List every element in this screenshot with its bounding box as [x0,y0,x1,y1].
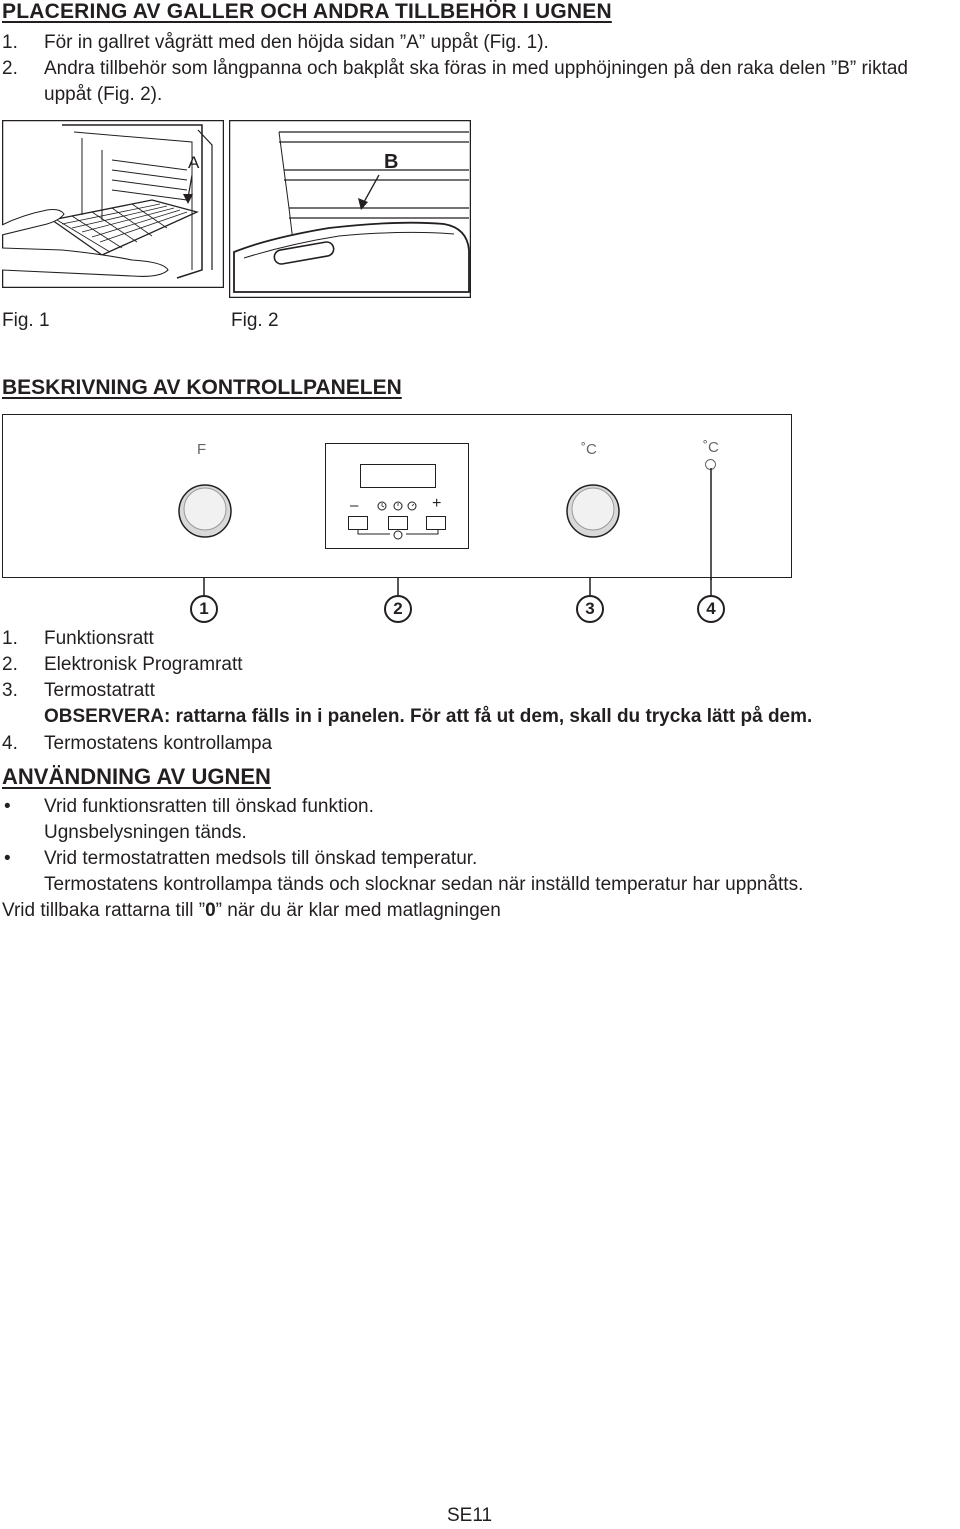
thermostat-knob [565,483,621,539]
figure-1-oven-rack-illustration [2,120,224,288]
section-title-placement: PLACERING AV GALLER OCH ANDRA TILLBEHÖR I UGNEN [2,0,612,23]
timer-icons [376,500,422,512]
figure-2-oven-tray-illustration [229,120,471,298]
list-item [2,56,908,82]
list-text: Andra tillbehör som långpanna och bakplåt ska föras in med upphöjningen på den raka delen ”B” riktad [44,58,908,79]
list-text: Elektronisk Programratt [44,654,243,675]
bullet-continuation: Termostatens kontrollampa tänds och slocknar sedan när inställd temperatur har uppnåtts. [44,874,804,895]
bullet-symbol: • [4,796,11,817]
list-text: Termostatens kontrollampa [44,733,273,754]
note-text: OBSERVERA: rattarna fälls in i panelen. För att få ut dem, skall du trycka lätt på dem. [44,706,813,727]
callout-2: 2 [384,595,412,623]
figure-2-label-b: B [384,151,399,173]
electronic-programmer [325,443,469,549]
list-number: 4. [2,733,18,754]
list-item [2,731,272,757]
bullet-text: Vrid funktionsratten till önskad funktion. [44,796,374,817]
bullet-item [2,846,477,872]
section-title-control-panel: BESKRIVNING AV KONTROLLPANELEN [2,376,402,399]
bullet-item [2,794,374,820]
bullet-symbol: • [4,848,11,869]
figure-1-label-a: A [188,153,200,172]
list-number: 2. [2,58,18,79]
callout-1: 1 [190,595,218,623]
callout-4: 4 [697,595,725,623]
figure-1-caption: Fig. 1 [2,310,50,331]
page-number: SE11 [447,1505,493,1526]
list-item [2,626,154,652]
minus-symbol: – [350,497,359,514]
list-item [2,678,155,704]
lamp-leader-line [708,468,714,580]
list-number: 1. [2,32,18,53]
callout-3: 3 [576,595,604,623]
thermostat-knob-label: ˚C [581,441,597,458]
list-text-continuation: uppåt (Fig. 2). [44,84,163,105]
function-knob [177,483,233,539]
mode-button [388,516,408,530]
function-knob-label: F [197,441,207,458]
bullet-text: Vrid termostatratten medsols till önskad temperatur. [44,848,478,869]
minus-button [348,516,368,530]
list-number: 2. [2,654,18,675]
bracket-clock-icon [356,530,440,542]
final-text-after: ” när du är klar med matlagningen [215,900,501,921]
final-instruction [2,898,501,924]
list-number: 3. [2,680,18,701]
programmer-display [360,464,436,488]
callout-leader-lines [0,578,960,598]
section-title-usage: ANVÄNDNING AV UGNEN [2,764,271,789]
list-item [2,30,549,56]
figure-2-caption: Fig. 2 [231,310,279,331]
plus-button [426,516,446,530]
final-text-zero: 0 [205,900,216,921]
list-item [2,652,243,678]
list-text: Termostatratt [44,680,155,701]
control-panel-illustration [2,414,792,578]
list-text: Funktionsratt [44,628,154,649]
plus-symbol: + [432,495,442,512]
list-text: För in gallret vågrätt med den höjda sidan ”A” uppåt (Fig. 1). [44,32,549,53]
thermostat-lamp-label: ˚C [703,439,719,456]
final-text-before: Vrid tillbaka rattarna till ” [2,900,206,921]
bullet-continuation: Ugnsbelysningen tänds. [44,822,247,843]
list-number: 1. [2,628,18,649]
